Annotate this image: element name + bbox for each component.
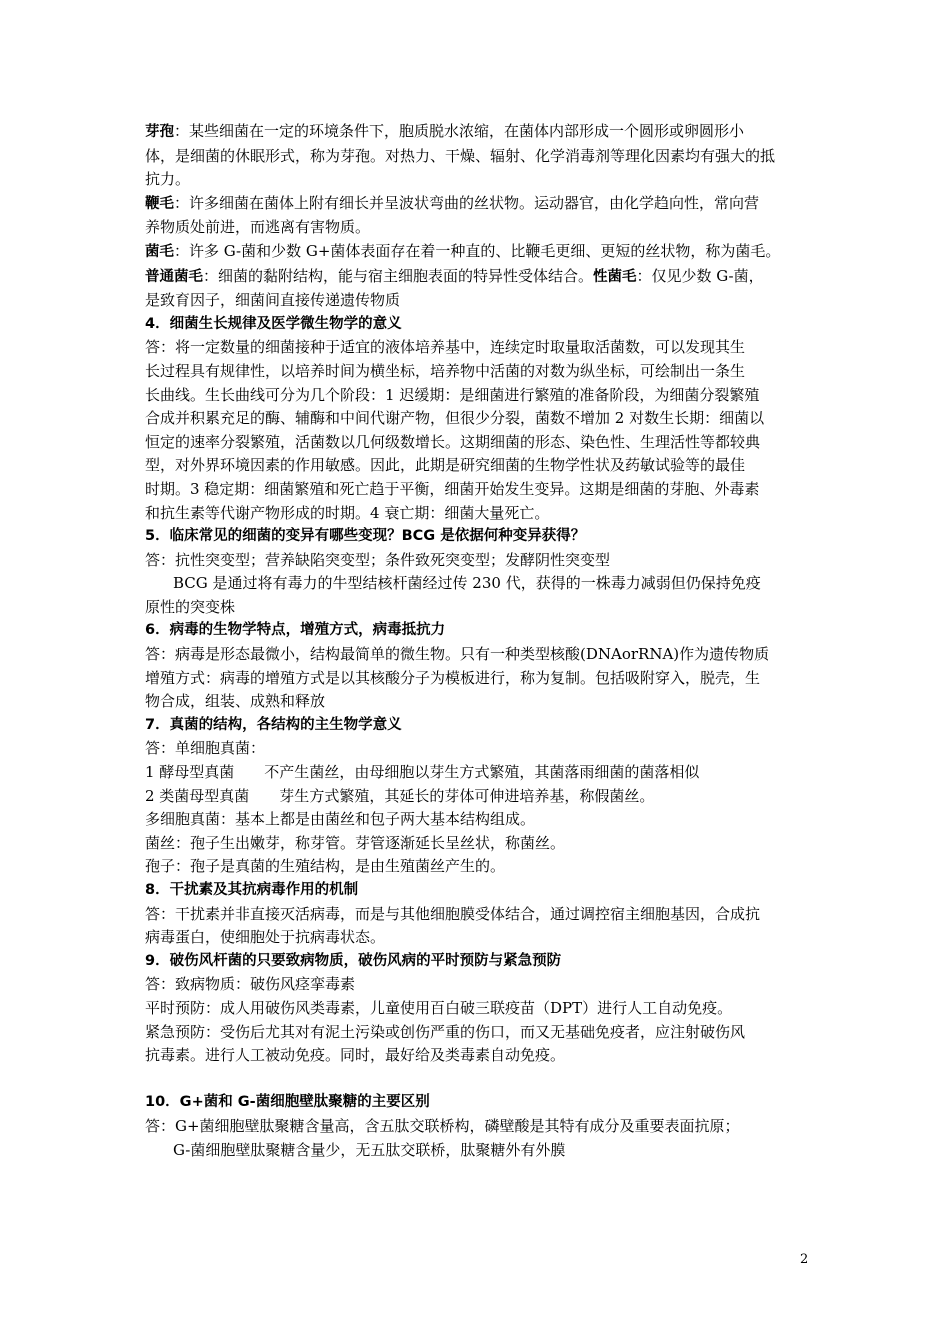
answer-4-line: 长曲线。生长曲线可分为几个阶段：1 迟缓期：是细菌进行繁殖的准备阶段，为细菌分裂繁殖 — [145, 385, 760, 404]
answer-4-line: 答：将一定数量的细菌接种于适宜的液体培养基中，连续定时取量取活菌数，可以发现其生 — [145, 338, 746, 357]
answer-8-line: 病毒蛋白，使细胞处于抗病毒状态。 — [145, 928, 386, 947]
answer-10-line: 答：G+菌细胞壁肽聚糖含量高，含五肽交联桥构，磷壁酸是其特有成分及重要表面抗原； — [145, 1116, 740, 1135]
page-number: 2 — [800, 1252, 809, 1267]
answer-5-line: 答：抗性突变型；营养缺陷突变型；条件致死突变型；发酵阴性突变型 — [145, 550, 611, 569]
answer-7-line: 2 类菌母型真菌 芽生方式繁殖，其延长的芽体可伸进培养基，称假菌丝。 — [145, 786, 655, 805]
answer-6-line: 增殖方式：病毒的增殖方式是以其核酸分子为模板进行，称为复制。包括吸附穿入，脱壳，生 — [145, 668, 761, 687]
answer-8-line: 答：干扰素并非直接灭活病毒，而是与其他细胞膜受体结合，通过调控宿主细胞基因，合成抗 — [145, 904, 761, 923]
question-5-heading: 5．临床常见的细菌的变异有哪些变现？BCG 是依据何种变异获得？ — [145, 528, 586, 545]
answer-9-line: 平时预防：成人用破伤风类毒素，儿童使用百白破三联疫苗（DPT）进行人工自动免疫。 — [145, 998, 733, 1017]
text-spore: ：某些细菌在一定的环境条件下，胞质脱水浓缩，在菌体内部形成一个圆形或卵圆形小 — [174, 122, 745, 140]
paragraph-pili-line-3: 是致育因子，细菌间直接传递遗传物质 — [145, 291, 401, 310]
paragraph-pili-line-1 — [145, 240, 815, 265]
text-flagella: ：许多细菌在菌体上附有细长并呈波状弯曲的丝状物。运动器官，由化学趋向性，常向营 — [174, 193, 760, 212]
answer-7-line: 1 酵母型真菌 不产生菌丝，由母细胞以芽生方式繁殖，其菌落雨细菌的菌落相似 — [145, 763, 700, 782]
question-6-heading: 6．病毒的生物学特点，增殖方式，病毒抵抗力 — [145, 622, 446, 639]
answer-7-line: 菌丝：孢子生出嫩芽，称芽管。芽管逐渐延长呈丝状，称菌丝。 — [145, 833, 566, 852]
paragraph-spore-line-2: 体，是细菌的休眠形式，称为芽孢。对热力、干燥、辐射、化学消毒剂等理化因素均有强大的抵 — [145, 146, 776, 165]
paragraph-pili-line-2 — [145, 265, 815, 290]
answer-4-line: 时期。3 稳定期：细菌繁殖和死亡趋于平衡，细菌开始发生变异。这期是细菌的芽胞、外毒素 — [145, 479, 760, 498]
blank-line — [145, 1068, 815, 1092]
text-common-pili: ：细菌的黏附结构，能与宿主细胞表面的特异性受体结合。 — [203, 266, 594, 285]
answer-9-line: 答：致病物质：破伤风痉挛毒素 — [145, 975, 356, 994]
answer-5-line: BCG 是通过将有毒力的牛型结核杆菌经过传 230 代，获得的一株毒力减弱但仍保持免疫 — [173, 574, 761, 593]
answer-4-line: 恒定的速率分裂繁殖，活菌数以几何级数增长。这期细菌的形态、染色性、生理活性等都较典 — [145, 432, 761, 451]
answer-7-line: 孢子：孢子是真菌的生殖结构，是由生殖菌丝产生的。 — [145, 857, 506, 876]
answer-6-line: 答：病毒是形态最微小，结构最简单的微生物。只有一种类型核酸(DNAorRNA)作为遗传物质 — [145, 645, 770, 664]
term-spore: 芽孢 — [145, 124, 174, 140]
paragraph-flagella-line-2: 养物质处前进，而逃离有害物质。 — [145, 218, 371, 237]
answer-4-line: 型，对外界环境因素的作用敏感。因此，此期是研究细菌的生物学性状及药敏试验等的最佳 — [145, 456, 746, 475]
answer-4-line: 长过程具有规律性，以培养时间为横坐标，培养物中活菌的对数为纵坐标，可绘制出一条生 — [145, 361, 746, 380]
term-pili: 菌毛 — [145, 243, 174, 260]
answer-10-line: G-菌细胞壁肽聚糖含量少，无五肽交联桥，肽聚糖外有外膜 — [173, 1140, 566, 1159]
text-pili: ：许多 G-菌和少数 G+菌体表面存在着一种直的、比鞭毛更细、更短的丝状物，称为菌毛。 — [174, 241, 781, 260]
term-sex-pili: 性菌毛 — [593, 268, 637, 285]
term-flagella: 鞭毛 — [145, 195, 174, 212]
paragraph-flagella-line-1 — [145, 192, 815, 217]
answer-5-line: 原性的突变株 — [145, 597, 236, 616]
question-7-heading: 7．真菌的结构，各结构的主生物学意义 — [145, 716, 402, 733]
text-sex-pili: ：仅见少数 G-菌， — [636, 266, 764, 285]
answer-7-line: 答：单细胞真菌： — [145, 739, 266, 758]
question-4-heading: 4．细菌生长规律及医学微生物学的意义 — [145, 315, 402, 332]
question-9-heading: 9．破伤风杆菌的只要致病物质，破伤风病的平时预防与紧急预防 — [145, 952, 562, 969]
question-8-heading: 8．干扰素及其抗病毒作用的机制 — [145, 882, 359, 898]
paragraph-spore-line-1 — [145, 120, 815, 145]
answer-4-line: 合成并积累充足的酶、辅酶和中间代谢产物，但很少分裂，菌数不增加 2 对数生长期：细菌以 — [145, 409, 765, 428]
question-10-heading: 10．G+菌和 G-菌细胞壁肽聚糖的主要区别 — [145, 1094, 430, 1111]
term-common-pili: 普通菌毛 — [145, 268, 203, 285]
answer-7-line: 多细胞真菌：基本上都是由菌丝和包子两大基本结构组成。 — [145, 810, 536, 829]
answer-9-line: 抗毒素。进行人工被动免疫。同时，最好给及类毒素自动免疫。 — [145, 1046, 566, 1065]
answer-4-line: 和抗生素等代谢产物形成的时期。4 衰亡期：细菌大量死亡。 — [145, 503, 550, 522]
paragraph-spore-line-3: 抗力。 — [145, 170, 191, 189]
document-body — [145, 120, 815, 1162]
answer-9-line: 紧急预防：受伤后尤其对有泥土污染或创伤严重的伤口，而又无基础免疫者，应注射破伤风 — [145, 1022, 746, 1041]
answer-6-line: 物合成，组装、成熟和释放 — [145, 692, 326, 711]
